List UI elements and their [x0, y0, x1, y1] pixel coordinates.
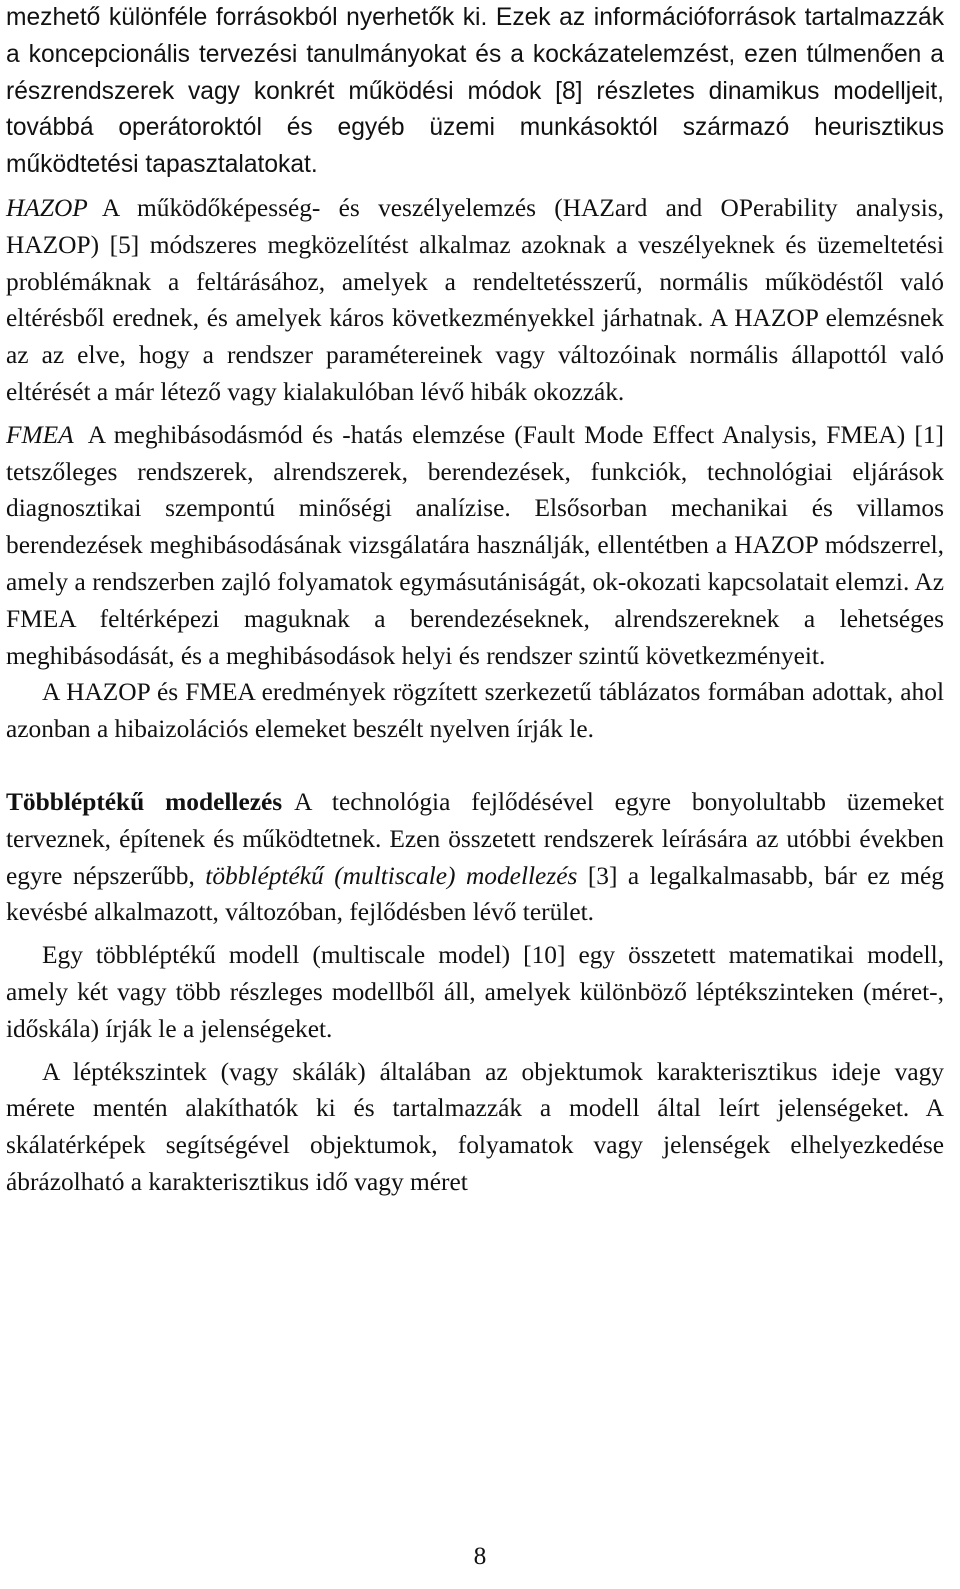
multiscale-term: többléptékű (multiscale) modellezés: [205, 861, 578, 890]
hazop-paragraph: [6, 190, 944, 411]
fmea-paragraph: [6, 417, 944, 675]
model-paragraph: [6, 937, 944, 1047]
hazop-text: A működőképesség- és veszélyelemzés (HAZard and OPerability analysis, HAZOP) [5] módszeres megközelítést alkalmaz azoknak a veszélyeknek és üzemeltetési problémáknak a feltárásához, amelyek a rendeltetésszerű, normális működéstől való eltérésből erednek, és amelyek káros következményekkel járhatnak. A HAZOP elemzésnek az az elve, hogy a rendszer paramétereinek vagy változóinak normális állapottól való eltérését a már létező vagy kialakulóban lévő hibák okozzák.: [6, 193, 944, 406]
scales-paragraph: [6, 1054, 944, 1201]
multiscale-text-a: A technológia fejlődésével egyre bonyolultabb üzemeket terveznek, építenek és működtetnek. Ezen összetett rendszerek leírására az utóbbi években egyre népszerűbb,: [6, 787, 944, 890]
multiscale-heading: Többléptékű modellezés: [6, 787, 283, 816]
results-text: A HAZOP és FMEA eredmények rögzített szerkezetű táblázatos formában adottak, ahol azonban a hibaizolációs elemeket beszélt nyelven írják le.: [6, 678, 944, 744]
intro-paragraph: [6, 0, 944, 184]
multiscale-paragraph: [6, 784, 944, 931]
intro-text: mezhető különféle forrásokból nyerhetők ki. Ezek az információforrások tartalmazzák a koncepcionális tervezési tanulmányokat és a kockázatelemzést, ezen túlmenően a részrendszerek vagy konkrét működési módok [8] részletes dinamikus modelljeit, továbbá operátoroktól és egyéb üzemi munkásoktól származó heurisztikus működtetési tapasztalatokat.: [6, 4, 944, 179]
scales-text: A léptékszintek (vagy skálák) általában az objektumok karakterisztikus ideje vagy mérete mentén alakíthatók ki és tartalmazzák a modell által leírt jelenségeket. A skálatérképek segítségével objektumok, folyamatok vagy jelenségek elhelyezkedése ábrázolható a karakterisztikus idő vagy méret: [6, 1057, 944, 1196]
results-paragraph: [6, 674, 944, 748]
fmea-term: FMEA: [6, 420, 74, 449]
page-number: 8: [473, 1542, 487, 1570]
multiscale-text-b: [3] a legalkalmasabb, bár ez még kevésbé alkalmazott, változóban, fejlődésben lévő terület.: [6, 861, 944, 927]
hazop-term: HAZOP: [6, 193, 88, 222]
model-text: Egy többléptékű modell (multiscale model) [10] egy összetett matematikai modell, amely két vagy több részleges modellből áll, amelyek különböző léptékszinteken (méret-, időskála) írják le a jelenségeket.: [6, 941, 944, 1043]
fmea-text: A meghibásodásmód és -hatás elemzése (Fault Mode Effect Analysis, FMEA) [1] tetszőleges rendszerek, alrendszerek, berendezések, funkciók, technológiai eljárások diagnosztikai szempontú minőségi analízise. Elsősorban mechanikai és villamos berendezések meghibásodásának vizsgálatára használják, ellentétben a HAZOP módszerrel, amely a rendszerben zajló folyamatok egymásutániságát, ok-okozati kapcsolatait elemzi. Az FMEA feltérképezi maguknak a berendezéseknek, alrendszereknek a lehetséges meghibásodását, és a meghibásodások helyi és rendszer szintű következményeit.: [6, 420, 944, 670]
document-page: [6, 0, 944, 1201]
